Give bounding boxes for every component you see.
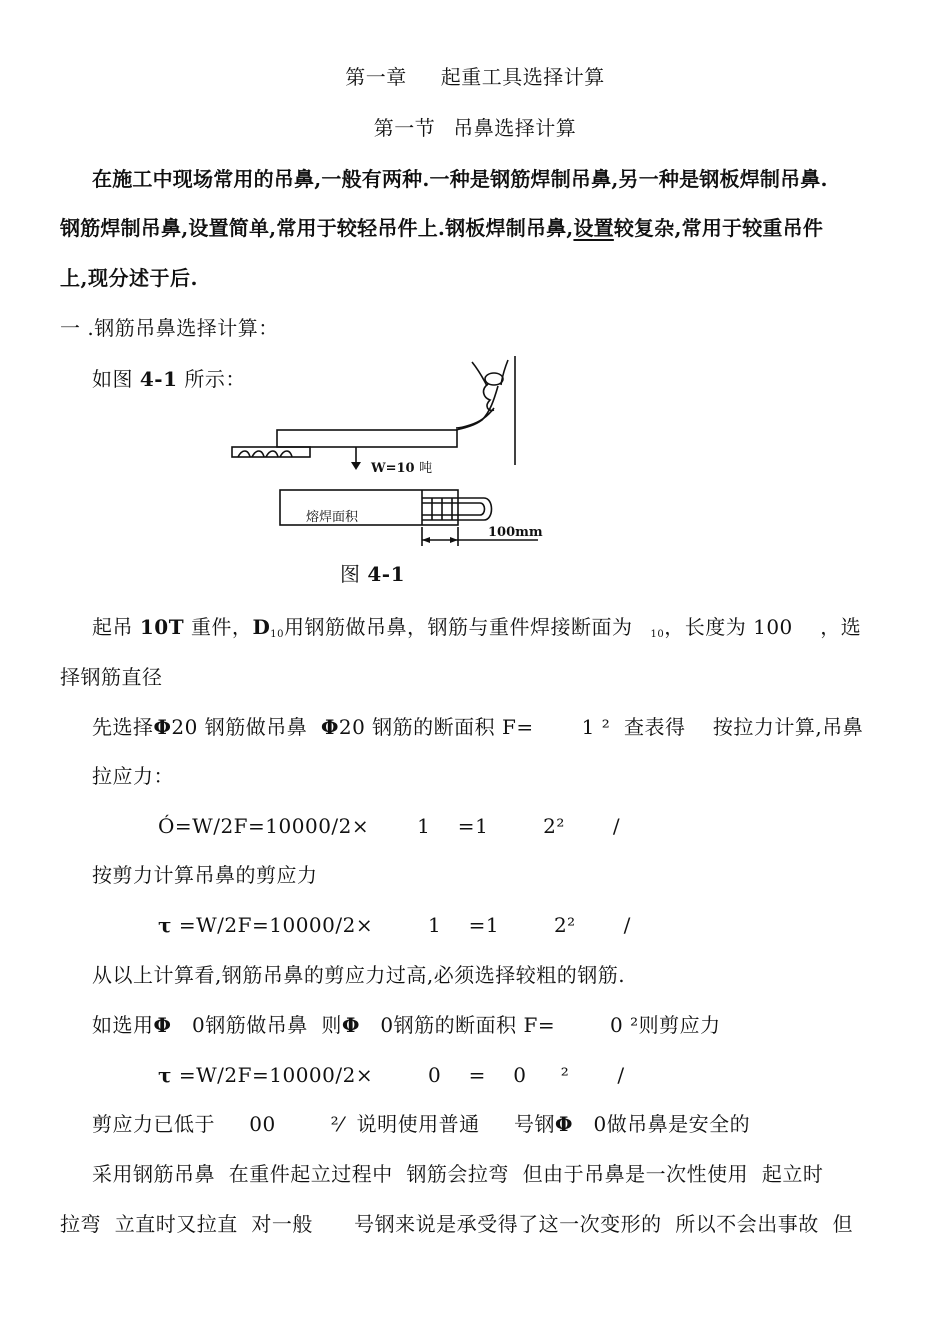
section-title: 吊鼻选择计算 [453, 116, 577, 140]
calc-line-13: 拉弯 立直时又拉直 对一般 号钢来说是承受得了这一次变形的 所以不会出事故 但 [60, 1212, 854, 1236]
calc-line-3: 先选择Φ20 钢筋做吊鼻 Φ20 钢筋的断面积 F= 1 ² 查表得 按拉力计算,吊鼻 [92, 715, 864, 739]
calc-line-8: 从以上计算看,钢筋吊鼻的剪应力过高,必须选择较粗的钢筋. [92, 963, 626, 987]
tensile-stress-formula: Ó=W/2F=10000/2× 1 =1 2² / [158, 814, 621, 838]
intro-line-3: 上,现分述于后. [60, 266, 198, 290]
cable-outer [456, 386, 498, 430]
figure-caption: 图 4-1 [340, 562, 405, 586]
section-heading [0, 115, 950, 141]
section-number: 第一节 [373, 116, 436, 140]
length-label: 100mm [488, 525, 543, 540]
weight-label: W=10 吨 [371, 461, 433, 476]
calc-line-6: 按剪力计算吊鼻的剪应力 [92, 863, 318, 887]
weight-arrow-head [351, 462, 361, 470]
shear-stress-formula-1: τ =W/2F=10000/2× 1 =1 2² / [158, 913, 631, 937]
see-figure-line: 如图 4-1 所示： [92, 367, 246, 391]
calc-line-2: 择钢筋直径 [60, 665, 163, 689]
hook-ring [485, 373, 503, 385]
part1-title: 一 .钢筋吊鼻选择计算： [60, 316, 279, 340]
chapter-title: 起重工具选择计算 [440, 65, 605, 89]
hook-link [484, 384, 494, 410]
calc-line-1: 起吊 10T 重件，$D_{10}$用钢筋做吊鼻，钢筋与重件焊接断面为 $_{10}$，长度为 100 ，选 [92, 615, 862, 640]
chapter-number: 第一章 [345, 65, 407, 89]
underlined-word: 设置 [573, 216, 614, 240]
weld-area-label: 熔焊面积 [306, 510, 359, 525]
shear-stress-formula-2: τ =W/2F=10000/2× 0 = 0 ² / [158, 1063, 625, 1087]
figure-4-1 [222, 350, 552, 550]
main-plate [277, 430, 457, 447]
calc-line-12: 采用钢筋吊鼻 在重件起立过程中 钢筋会拉弯 但由于吊鼻是一次性使用 起立时 [92, 1162, 824, 1186]
chapter-heading [0, 64, 950, 90]
intro-line-2: 钢筋焊制吊鼻,设置简单,常用于较轻吊件上.钢板焊制吊鼻,设置较复杂,常用于较重吊件 [60, 216, 824, 240]
calc-line-9: 如选用Φ 0钢筋做吊鼻 则Φ 0钢筋的断面积 F= 0 ²则剪应力 [92, 1013, 721, 1037]
intro-line-1: 在施工中现场常用的吊鼻,一般有两种.一种是钢筋焊制吊鼻,另一种是钢板焊制吊鼻. [92, 167, 828, 191]
hook-left [472, 362, 487, 386]
calc-line-4: 拉应力： [92, 764, 174, 788]
calc-line-11: 剪应力已低于 00 ²⁄ 说明使用普通 号钢Φ 0做吊鼻是安全的 [92, 1112, 751, 1136]
